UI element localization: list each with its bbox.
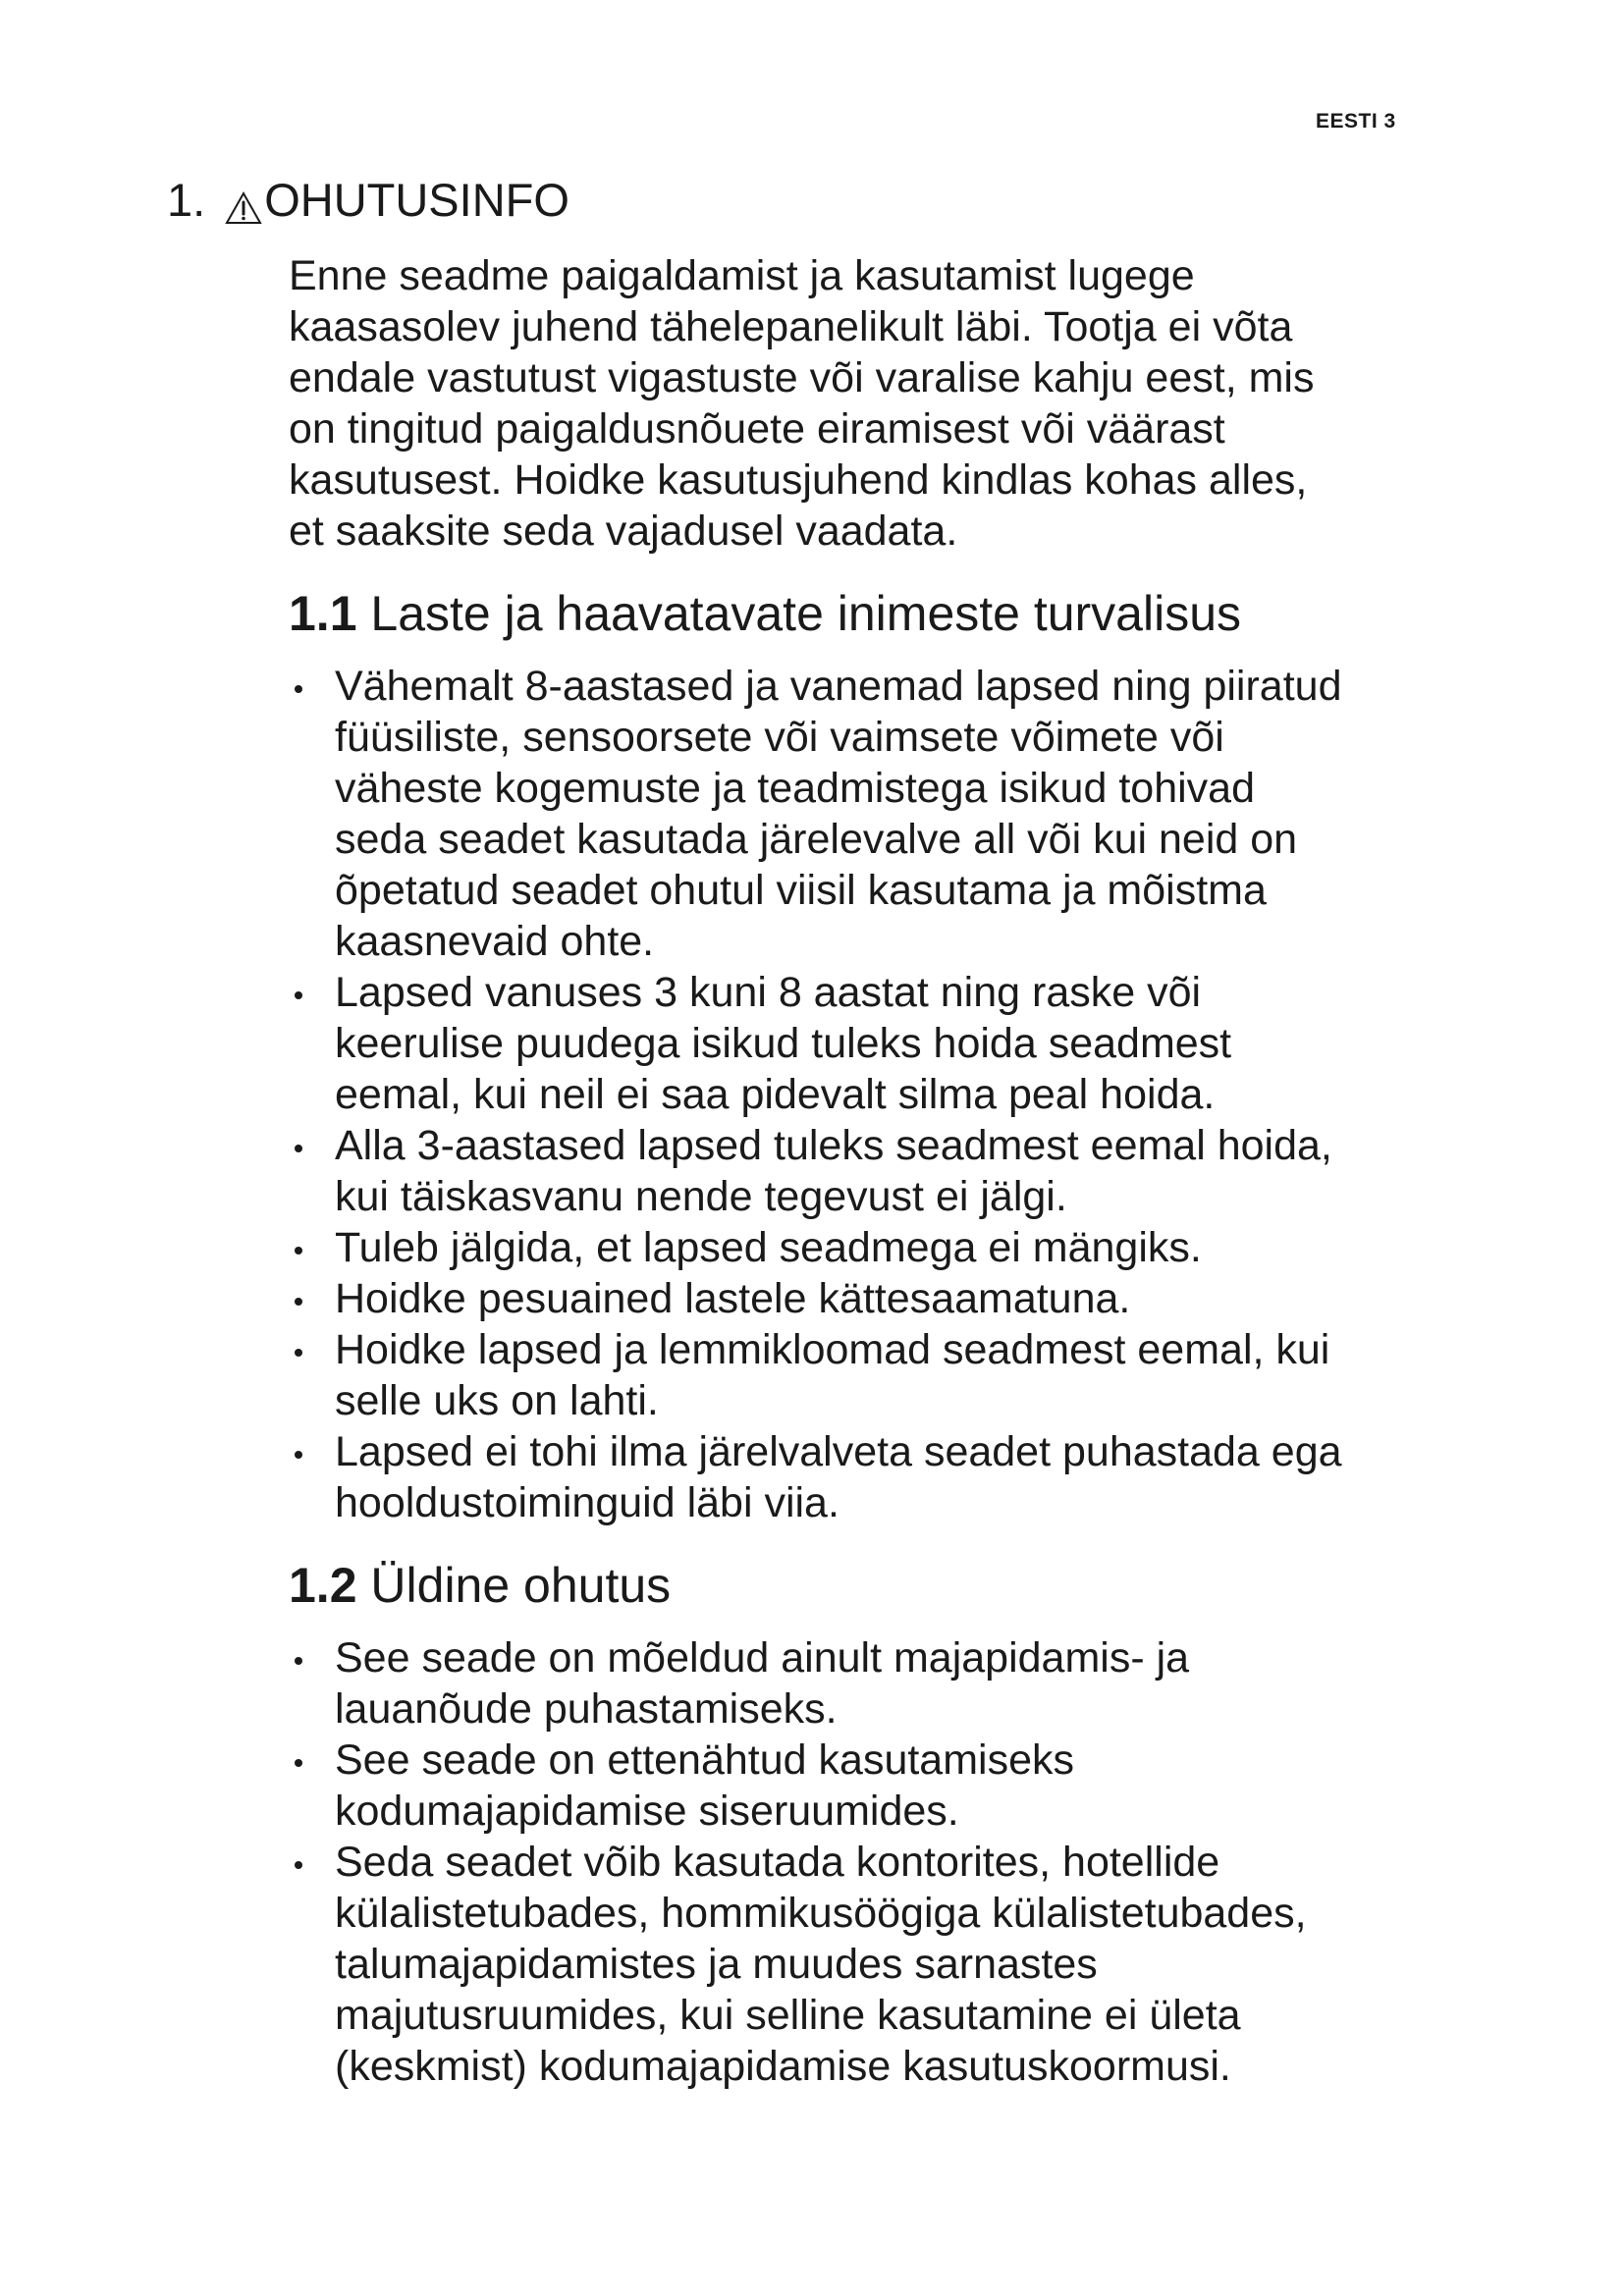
- bullet-line: Hoidke lapsed ja lemmikloomad seadmest eemal, kui: [335, 1326, 1330, 1373]
- bullet-dot-icon: [295, 1657, 302, 1665]
- subsection-title: Laste ja haavatavate inimeste turvalisus: [370, 586, 1242, 641]
- bullet-line: lauanõude puhastamiseks.: [335, 1685, 838, 1733]
- subsection-number: 1.2: [289, 1558, 357, 1613]
- intro-line: kaasasolev juhend tähelepanelikult läbi. Tootja ei võta: [289, 303, 1293, 350]
- intro-line: et saaksite seda vajadusel vaadata.: [289, 507, 958, 555]
- bullet-dot-icon: [295, 1759, 302, 1767]
- bullet-line: hooldustoiminguid läbi viia.: [335, 1479, 839, 1526]
- bullet-line: Vähemalt 8-aastased ja vanemad lapsed ning piiratud: [335, 663, 1342, 710]
- bullet-line: selle uks on lahti.: [335, 1377, 659, 1424]
- subsections: [289, 584, 1457, 2092]
- intro-line: endale vastutust vigastuste või varalise kahju eest, mis: [289, 354, 1315, 401]
- bullet-line: eemal, kui neil ei saa pidevalt silma peal hoida.: [335, 1071, 1216, 1118]
- intro-line: kasutusest. Hoidke kasutusjuhend kindlas kohas alles,: [289, 456, 1308, 504]
- subsection-number: 1.1: [289, 586, 357, 641]
- bullet-item: [289, 1426, 1457, 1528]
- bullet-line: keerulise puudega isikud tuleks hoida seadmest: [335, 1020, 1232, 1067]
- bullet-list: [289, 1632, 1457, 2092]
- section-title: OHUTUSINFO: [264, 174, 569, 226]
- bullet-item: [289, 1324, 1457, 1426]
- bullet-dot-icon: [295, 685, 302, 693]
- bullet-line: talumajapidamistes ja muudes sarnastes: [335, 1941, 1098, 1988]
- bullet-item: [289, 1735, 1457, 1837]
- bullet-dot-icon: [295, 1349, 302, 1357]
- bullet-item: [289, 661, 1457, 967]
- page-number-label: EESTI 3: [1316, 110, 1396, 133]
- bullet-line: See seade on mõeldud ainult majapidamis- ja: [335, 1634, 1190, 1682]
- bullet-line: Tuleb jälgida, et lapsed seadmega ei mängiks.: [335, 1224, 1202, 1271]
- bullet-line: Alla 3-aastased lapsed tuleks seadmest eemal hoida,: [335, 1122, 1332, 1169]
- bullet-line: majutusruumides, kui selline kasutamine ei ületa: [335, 1992, 1241, 2039]
- section-heading: [167, 175, 569, 226]
- bullet-line: Seda seadet võib kasutada kontorites, hotellide: [335, 1839, 1220, 1886]
- bullet-dot-icon: [295, 1298, 302, 1306]
- bullet-item: [289, 1273, 1457, 1324]
- intro-paragraph: [289, 250, 1457, 557]
- bullet-dot-icon: [295, 991, 302, 999]
- bullet-line: füüsiliste, sensoorsete või vaimsete võimete või: [335, 714, 1224, 761]
- bullet-line: (keskmist) kodumajapidamise kasutuskoormusi.: [335, 2043, 1231, 2090]
- bullet-item: [289, 1120, 1457, 1222]
- bullet-line: õpetatud seadet ohutul viisil kasutama ja mõistma: [335, 867, 1267, 914]
- bullet-item: [289, 967, 1457, 1120]
- subsection-title: Üldine ohutus: [370, 1558, 672, 1613]
- bullet-dot-icon: [295, 1145, 302, 1152]
- bullet-line: Lapsed vanuses 3 kuni 8 aastat ning raske või: [335, 969, 1202, 1016]
- subsection-heading: [289, 1556, 1457, 1615]
- bullet-line: kui täiskasvanu nende tegevust ei jälgi.: [335, 1173, 1067, 1220]
- bullet-line: kodumajapidamise siseruumides.: [335, 1788, 959, 1835]
- warning-triangle-icon: [225, 185, 262, 220]
- document-body: [289, 250, 1457, 2092]
- section-number: 1.: [167, 174, 206, 226]
- bullet-line: külalistetubades, hommikusöögiga külalistetubades,: [335, 1890, 1307, 1937]
- bullet-line: väheste kogemuste ja teadmistega isikud tohivad: [335, 765, 1255, 812]
- intro-line: on tingitud paigaldusnõuete eiramisest või väärast: [289, 405, 1225, 453]
- bullet-line: Hoidke pesuained lastele kättesaamatuna.: [335, 1275, 1131, 1322]
- intro-line: Enne seadme paigaldamist ja kasutamist lugege: [289, 252, 1195, 299]
- bullet-dot-icon: [295, 1247, 302, 1255]
- bullet-line: seda seadet kasutada järelevalve all või kui neid on: [335, 816, 1298, 863]
- bullet-line: See seade on ettenähtud kasutamiseks: [335, 1736, 1075, 1784]
- bullet-item: [289, 1837, 1457, 2092]
- bullet-line: kaasnevaid ohte.: [335, 918, 655, 965]
- bullet-item: [289, 1632, 1457, 1735]
- bullet-list: [289, 661, 1457, 1528]
- subsection-heading: [289, 584, 1457, 643]
- bullet-line: Lapsed ei tohi ilma järelvalveta seadet puhastada ega: [335, 1428, 1342, 1475]
- bullet-dot-icon: [295, 1451, 302, 1459]
- bullet-item: [289, 1222, 1457, 1273]
- bullet-dot-icon: [295, 1861, 302, 1869]
